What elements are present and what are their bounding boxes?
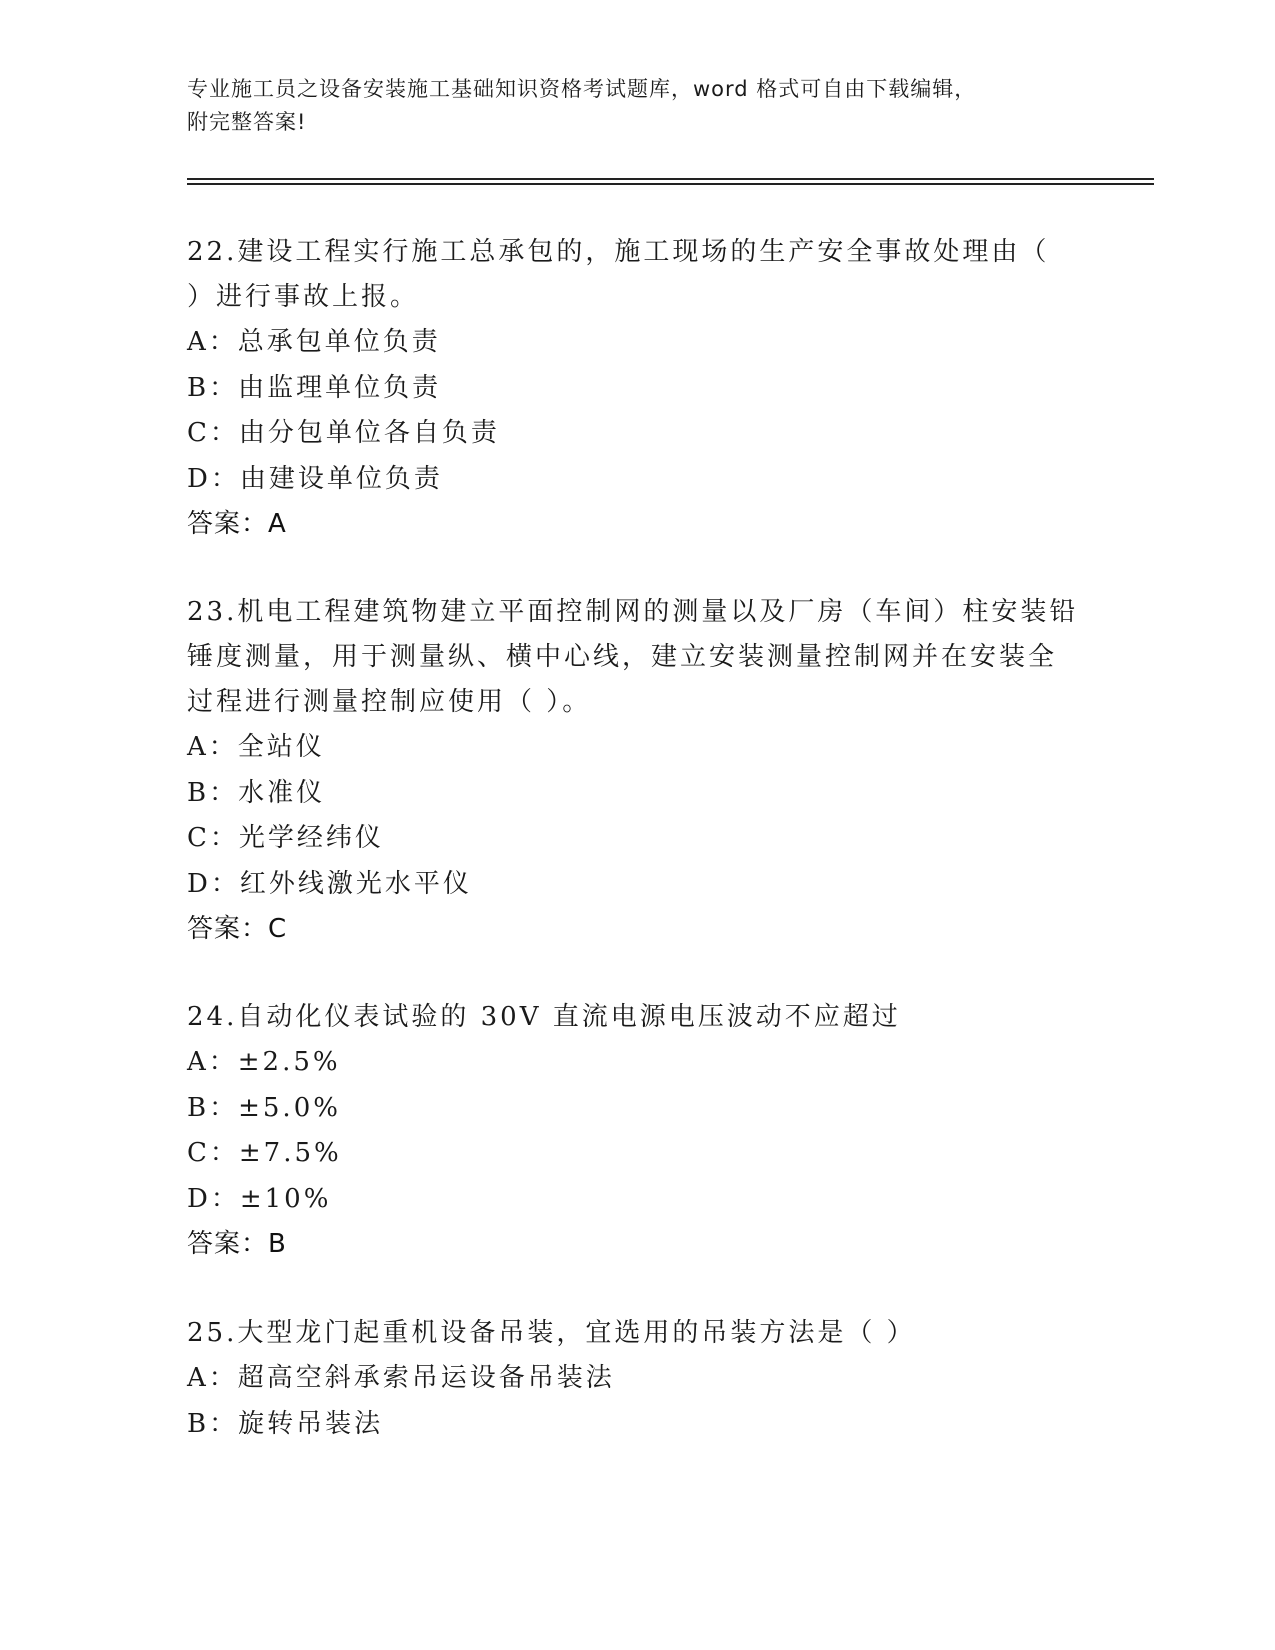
answer-label: 答案：C [187, 914, 288, 944]
header-divider-top [187, 178, 1154, 180]
option-d: D：由建设单位负责 [187, 463, 443, 494]
header-divider-bottom [187, 183, 1154, 185]
option-d: D：红外线激光水平仪 [187, 868, 472, 899]
header-line-2: 附完整答案! [187, 110, 307, 134]
document-header [187, 73, 1067, 139]
option-b: B：由监理单位负责 [187, 372, 442, 403]
question-text-line: 25.大型龙门起重机设备吊装，宜选用的吊装方法是（ ） [187, 1318, 916, 1348]
option-c: C：光学经纬仪 [187, 823, 384, 853]
question-25 [187, 1311, 1087, 1447]
question-text-line: 锤度测量，用于测量纵、横中心线，建立安装测量控制网并在安装全 [187, 642, 1058, 672]
option-a: A：总承包单位负责 [187, 327, 441, 357]
header-line-1: 专业施工员之设备安装施工基础知识资格考试题库，word 格式可自由下载编辑， [187, 77, 977, 101]
option-b: B：旋转吊装法 [187, 1408, 384, 1439]
question-24 [187, 995, 1087, 1267]
question-23 [187, 590, 1087, 952]
option-c: C：±7.5% [187, 1138, 342, 1168]
answer-label: 答案：A [187, 509, 287, 539]
option-b: B：±5.0% [187, 1092, 341, 1123]
question-text-line: 23.机电工程建筑物建立平面控制网的测量以及厂房（车间）柱安装铅 [187, 597, 1079, 627]
question-22 [187, 230, 1087, 547]
question-text-line: 过程进行测量控制应使用（ ）。 [187, 687, 592, 717]
option-b: B：水准仪 [187, 777, 326, 808]
option-a: A：超高空斜承索吊运设备吊装法 [187, 1363, 615, 1393]
question-text-line: 22.建设工程实行施工总承包的，施工现场的生产安全事故处理由（ [187, 237, 1050, 267]
option-a: A：±2.5% [187, 1047, 341, 1077]
option-a: A：全站仪 [187, 732, 325, 762]
option-c: C：由分包单位各自负责 [187, 418, 500, 448]
question-text-line: ）进行事故上报。 [187, 282, 420, 312]
question-text-line: 24.自动化仪表试验的 30V 直流电源电压波动不应超过 [187, 1002, 901, 1032]
option-d: D：±10% [187, 1183, 332, 1214]
answer-label: 答案：B [187, 1229, 287, 1259]
